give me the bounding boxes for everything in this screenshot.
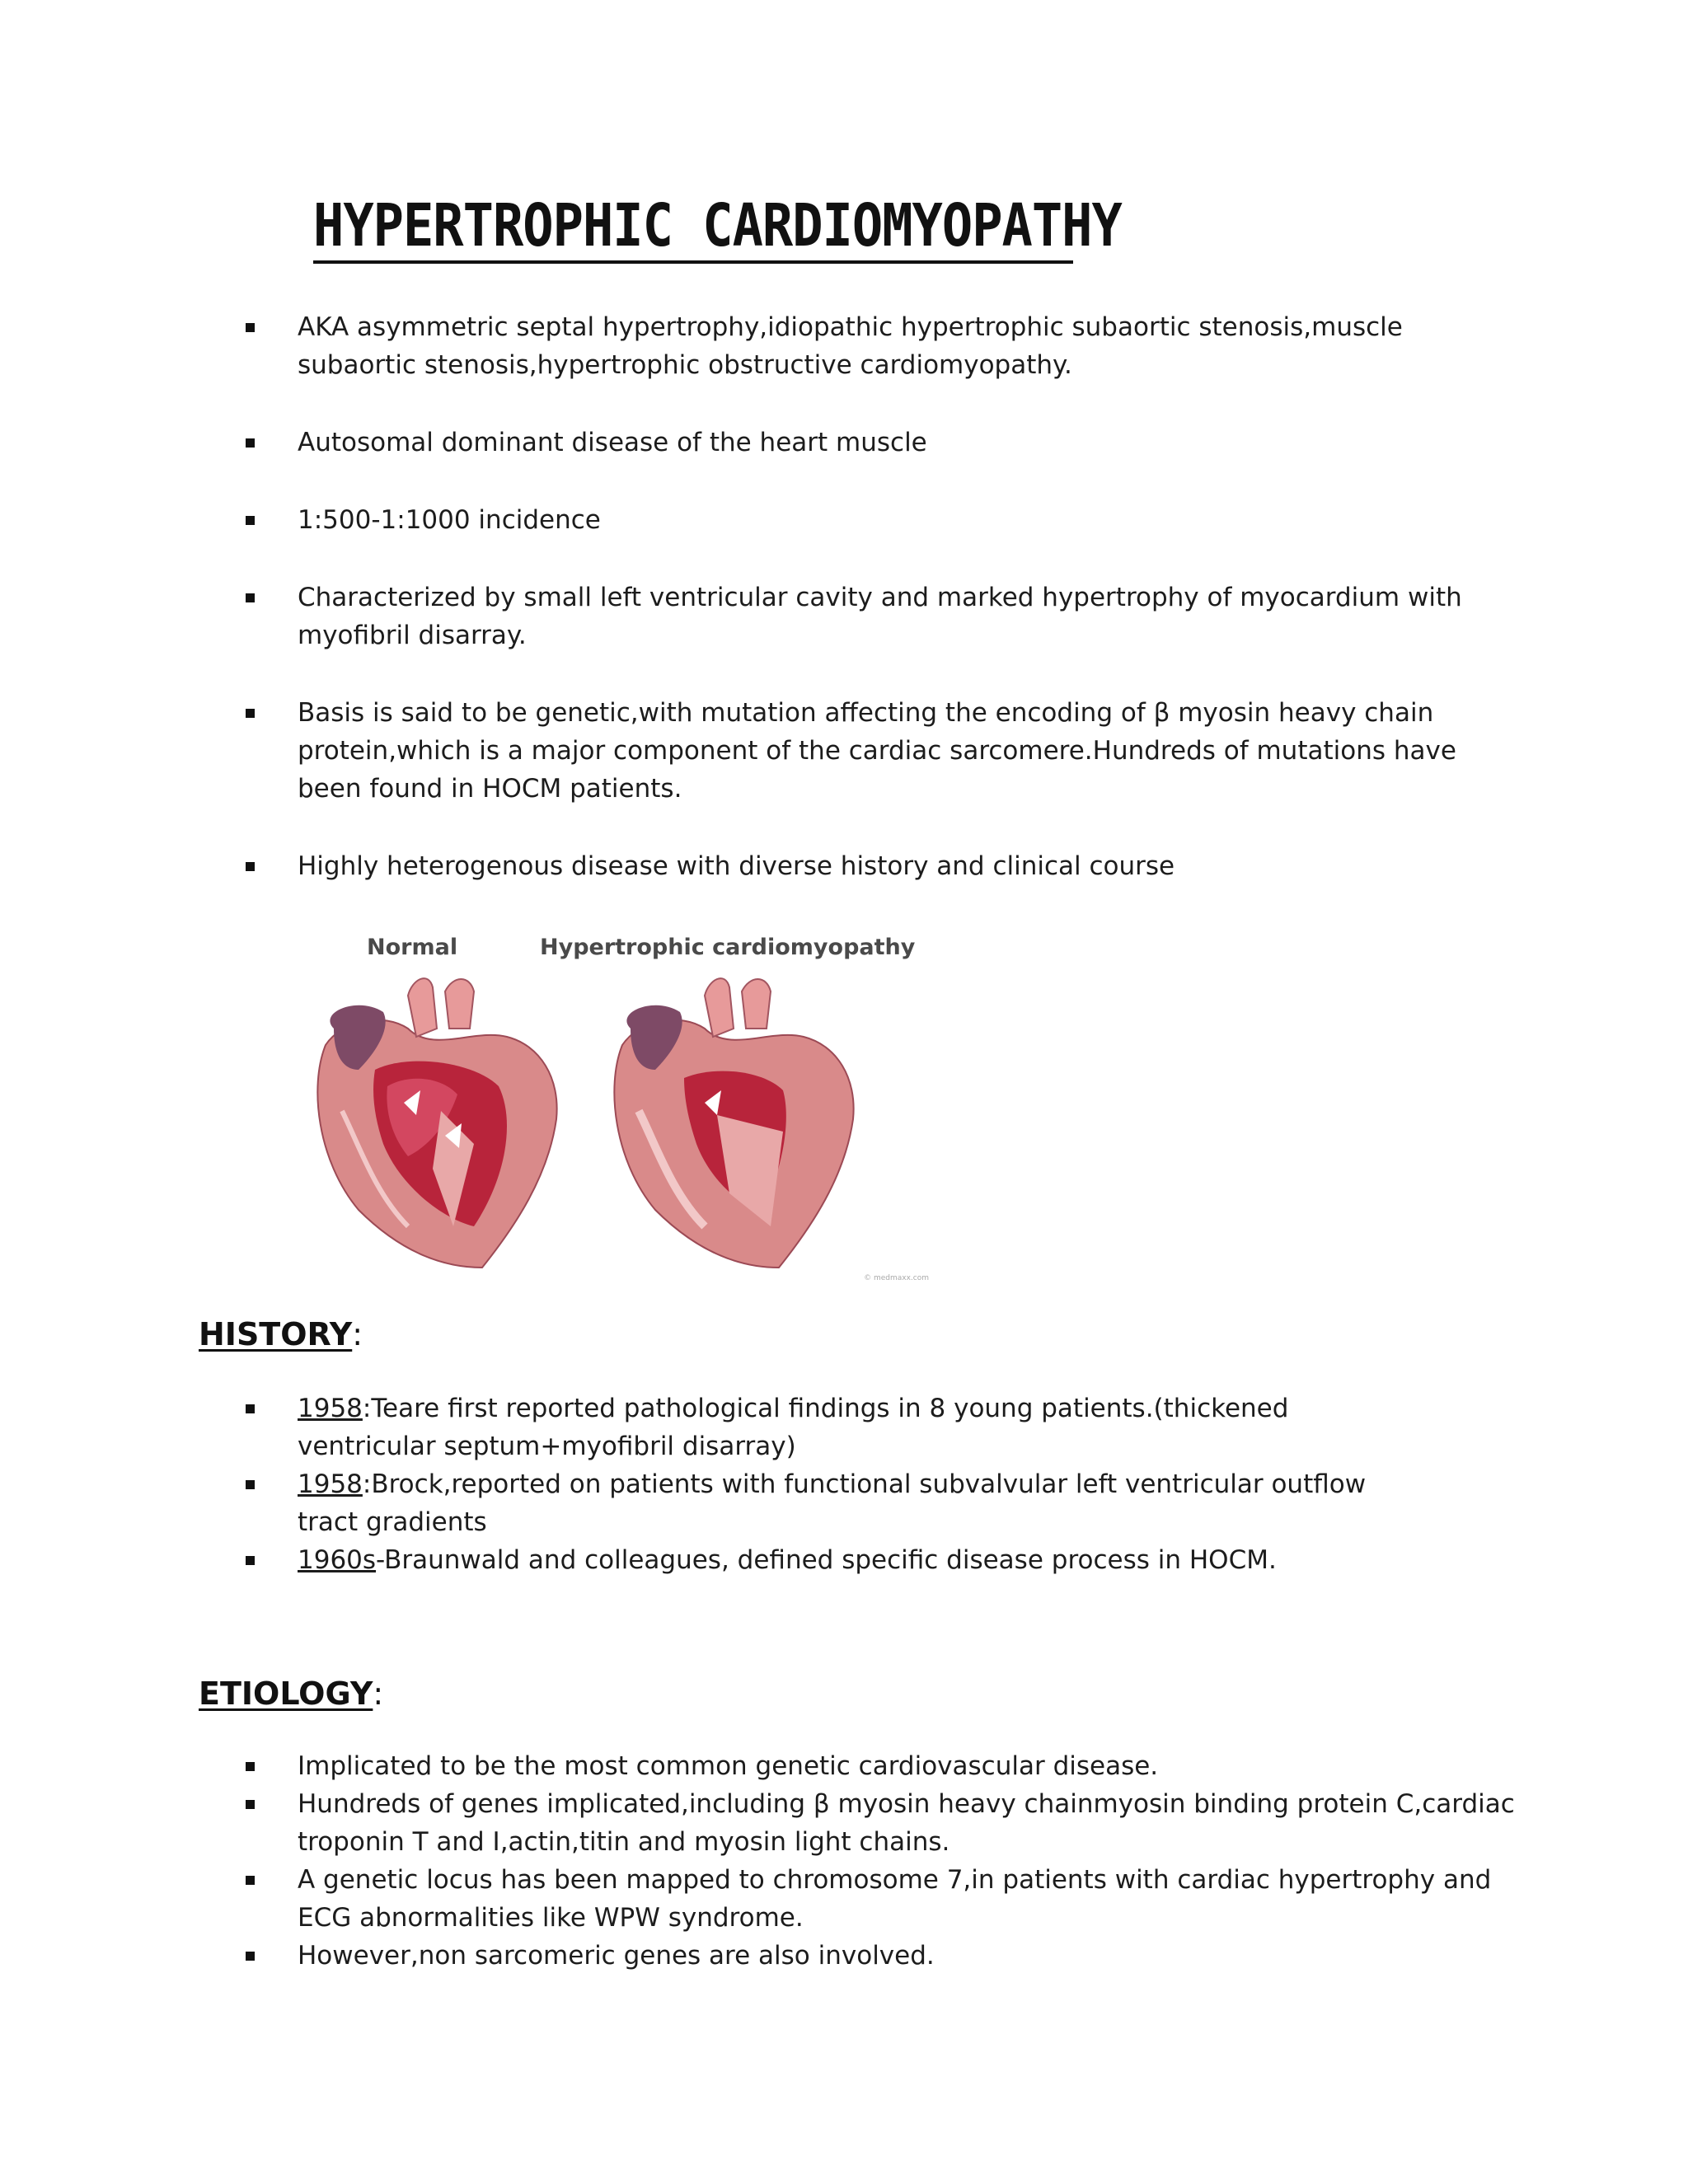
etiology-bullet-list bbox=[246, 1747, 1531, 1975]
bullet-square-icon bbox=[246, 1556, 255, 1565]
bullet-square-icon bbox=[246, 323, 255, 332]
history-item bbox=[246, 1465, 1432, 1541]
etiology-heading-text: ETIOLOGY bbox=[199, 1675, 373, 1712]
history-year: 1958 bbox=[298, 1394, 363, 1423]
etiology-text: However,non sarcomeric genes are also involved. bbox=[298, 1941, 935, 1971]
intro-text: Basis is said to be genetic,with mutation affecting the encoding of β myosin heavy chain protein,which is a major component of the cardiac sarcomere.Hundreds of mutations have been found in HOCM patients. bbox=[298, 698, 1456, 804]
history-item bbox=[246, 1541, 1432, 1579]
figure-label-hcm: Hypertrophic cardiomyopathy bbox=[540, 935, 916, 960]
history-heading bbox=[199, 1316, 363, 1352]
bullet-square-icon bbox=[246, 516, 255, 525]
history-year: 1958 bbox=[298, 1469, 363, 1499]
history-bullet-list bbox=[246, 1390, 1432, 1579]
bullet-square-icon bbox=[246, 709, 255, 718]
bullet-square-icon bbox=[246, 1404, 255, 1413]
history-heading-text: HISTORY bbox=[199, 1316, 353, 1352]
intro-text: Characterized by small left ventricular cavity and marked hypertrophy of myocardium with myofibril disarray. bbox=[298, 583, 1462, 650]
bullet-square-icon bbox=[246, 862, 255, 871]
intro-item bbox=[246, 579, 1515, 654]
etiology-heading bbox=[199, 1675, 384, 1712]
page-title: HYPERTROPHIC CARDIOMYOPATHY bbox=[313, 190, 1122, 260]
intro-item bbox=[246, 501, 1515, 539]
history-text: :Teare first reported pathological findings in 8 young patients.(thickened ventricular septum+myofibril disarray) bbox=[298, 1394, 1289, 1461]
intro-item bbox=[246, 308, 1515, 384]
bullet-square-icon bbox=[246, 1952, 255, 1961]
figure-credit: © medmaxx.com bbox=[864, 1274, 929, 1282]
intro-text: Autosomal dominant disease of the heart muscle bbox=[298, 428, 927, 457]
figure-label-normal: Normal bbox=[367, 935, 458, 960]
intro-text: AKA asymmetric septal hypertrophy,idiopathic hypertrophic subaortic stenosis,muscle subaortic stenosis,hypertrophic obstructive cardiomyopathy. bbox=[298, 312, 1403, 380]
etiology-item bbox=[246, 1937, 1531, 1975]
etiology-item bbox=[246, 1785, 1531, 1861]
history-heading-colon: : bbox=[352, 1316, 363, 1352]
intro-bullet-list bbox=[246, 308, 1515, 925]
etiology-text: Hundreds of genes implicated,including β myosin heavy chainmyosin binding protein C,cardiac troponin T and I,actin,titin and myosin light chains. bbox=[298, 1789, 1515, 1857]
bullet-square-icon bbox=[246, 593, 255, 602]
bullet-square-icon bbox=[246, 1876, 255, 1885]
intro-item bbox=[246, 694, 1515, 808]
etiology-text: Implicated to be the most common genetic cardiovascular disease. bbox=[298, 1751, 1159, 1781]
bullet-square-icon bbox=[246, 1480, 255, 1489]
etiology-item bbox=[246, 1861, 1531, 1937]
history-item bbox=[246, 1390, 1432, 1465]
bullet-square-icon bbox=[246, 438, 255, 448]
history-text: :Brock,reported on patients with functional subvalvular left ventricular outflow tract gradients bbox=[298, 1469, 1367, 1537]
title-underline bbox=[313, 260, 1073, 264]
heart-comparison-figure bbox=[301, 930, 935, 1284]
etiology-heading-colon: : bbox=[373, 1675, 384, 1712]
intro-text: 1:500-1:1000 incidence bbox=[298, 505, 601, 535]
bullet-square-icon bbox=[246, 1762, 255, 1771]
intro-text: Highly heterogenous disease with diverse history and clinical course bbox=[298, 851, 1175, 881]
history-text: -Braunwald and colleagues, defined specific disease process in HOCM. bbox=[376, 1545, 1277, 1575]
etiology-item bbox=[246, 1747, 1531, 1785]
bullet-square-icon bbox=[246, 1800, 255, 1809]
intro-item bbox=[246, 847, 1515, 885]
intro-item bbox=[246, 424, 1515, 462]
history-year: 1960s bbox=[298, 1545, 377, 1575]
heart-illustration-icon bbox=[301, 930, 935, 1284]
etiology-text: A genetic locus has been mapped to chromosome 7,in patients with cardiac hypertrophy and ECG abnormalities like WPW syndrome. bbox=[298, 1865, 1492, 1933]
